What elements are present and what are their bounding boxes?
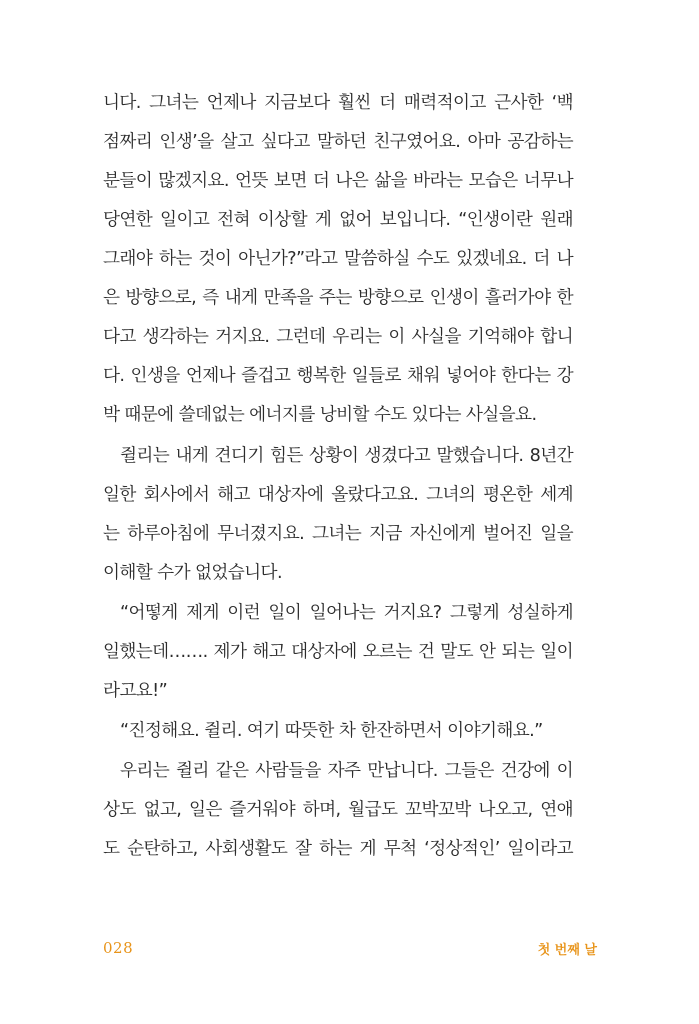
page-number: 028 xyxy=(103,939,134,957)
text-line: 이해할 수가 없었습니다. xyxy=(103,563,282,583)
text-line: 분들이 많겠지요. 언뜻 보면 더 나은 삶을 바라는 모습은 너무나 xyxy=(103,171,573,191)
text-line: 점짜리 인생’을 살고 싶다고 말하던 친구였어요. 아마 공감하는 xyxy=(103,132,573,152)
text-line: 쥘리는 내게 견디기 힘든 상황이 생겼다고 말했습니다. 8년간 xyxy=(120,446,573,466)
text-line: 그래야 하는 것이 아닌가?”라고 말씀하실 수도 있겠네요. 더 나 xyxy=(103,249,573,269)
running-title: 첫 번째 날 xyxy=(537,943,597,958)
text-line: 당연한 일이고 전혀 이상할 게 없어 보입니다. “인생이란 원래 xyxy=(103,210,573,230)
text-line: 라고요!” xyxy=(103,681,168,701)
text-line: “어떻게 제게 이런 일이 일어나는 거지요? 그렇게 성실하게 xyxy=(120,603,573,623)
text-line: 일했는데……. 제가 해고 대상자에 오르는 건 말도 안 되는 일이 xyxy=(103,642,573,662)
text-line: 는 하루아침에 무너졌지요. 그녀는 지금 자신에게 벌어진 일을 xyxy=(103,524,573,544)
text-line: 도 순탄하고, 사회생활도 잘 하는 게 무척 ‘정상적인’ 일이라고 xyxy=(103,839,573,859)
text-line: 은 방향으로, 즉 내게 만족을 주는 방향으로 인생이 흘러가야 한 xyxy=(103,288,573,308)
text-line: 일한 회사에서 해고 대상자에 올랐다고요. 그녀의 평온한 세계 xyxy=(103,485,573,505)
text-line: 다고 생각하는 거지요. 그런데 우리는 이 사실을 기억해야 합니 xyxy=(103,327,573,347)
text-line: 상도 없고, 일은 즐거워야 하며, 월급도 꼬박꼬박 나오고, 연애 xyxy=(103,800,573,820)
text-line: 우리는 쥘리 같은 사람들을 자주 만납니다. 그들은 건강에 이 xyxy=(120,761,573,781)
text-line: 다. 인생을 언제나 즐겁고 행복한 일들로 채워 넣어야 한다는 강 xyxy=(103,366,573,386)
text-line: “진정해요. 쥘리. 여기 따뜻한 차 한잔하면서 이야기해요.” xyxy=(120,721,543,741)
text-line: 박 때문에 쓸데없는 에너지를 낭비할 수도 있다는 사실을요. xyxy=(103,405,537,425)
text-line: 니다. 그녀는 언제나 지금보다 훨씬 더 매력적이고 근사한 ‘백 xyxy=(103,93,573,113)
